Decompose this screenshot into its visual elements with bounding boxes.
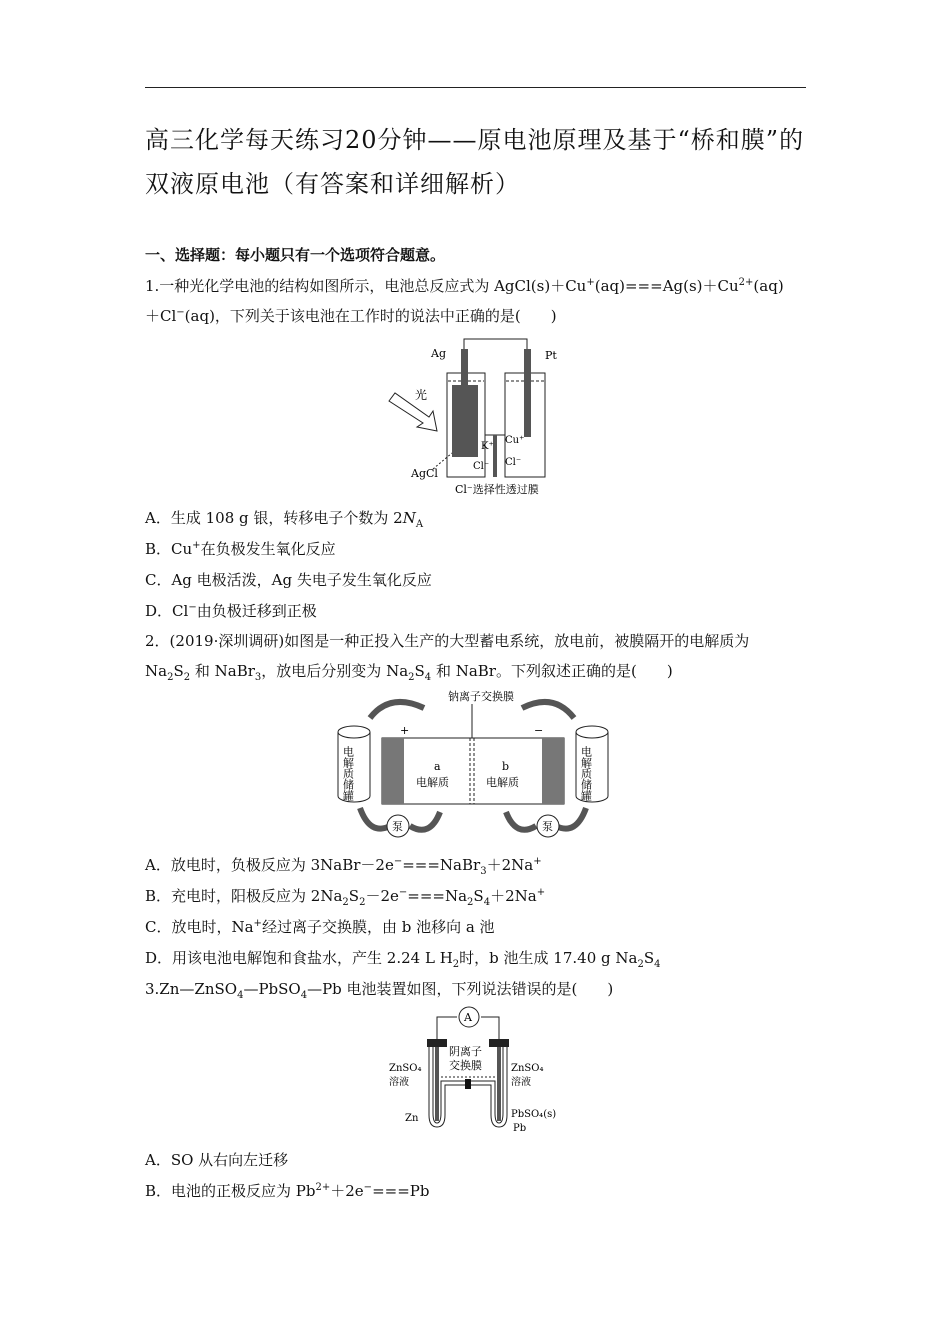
q2-storage-diagram bbox=[330, 688, 630, 846]
q1-label-ag: Ag bbox=[431, 347, 446, 360]
q1-option-c[interactable]: C．Ag 电极活泼，Ag 失电子发生氧化反应 bbox=[145, 571, 432, 589]
q3-label-pb: Pb bbox=[513, 1123, 527, 1134]
q2-label-pump-right: 泵 bbox=[542, 820, 553, 833]
q2-label-minus: − bbox=[534, 724, 544, 737]
q1-label-cuplus: Cu⁺ bbox=[505, 435, 525, 446]
q2-label-a: a bbox=[434, 760, 441, 773]
q2-label-electrolyte-b: 电解质 bbox=[486, 776, 519, 789]
q3-label-zn: Zn bbox=[405, 1113, 419, 1124]
q2-stem-line2: $Na_2S_2$ 和 NaBr$_3$，放电后分别变为 $Na_2S_4$ 和 NaBr。下列叙述正确的是( ) bbox=[145, 662, 673, 683]
q1-option-b[interactable]: B．Cu+在负极发生氧化反应 bbox=[145, 540, 336, 558]
q2-label-pump-left: 泵 bbox=[392, 820, 403, 833]
q1-label-kplus: K⁺ bbox=[481, 441, 494, 452]
q3-cell-diagram bbox=[385, 1005, 570, 1140]
q1-label-membrane: Cl⁻选择性透过膜 bbox=[455, 483, 539, 496]
section-heading: 一、选择题：每小题只有一个选项符合题意。 bbox=[145, 246, 446, 264]
q1-label-agcl: AgCl bbox=[411, 467, 438, 480]
q3-option-b[interactable]: B．电池的正极反应为 $Pb^{2+}+2e^-===Pb$ bbox=[145, 1182, 430, 1200]
q2-label-membrane: 钠离子交换膜 bbox=[448, 690, 514, 703]
q1-label-cl1: Cl⁻ bbox=[473, 461, 490, 472]
q3-label-soln-right: 溶液 bbox=[511, 1077, 531, 1088]
q3-label-membrane2: 交换膜 bbox=[449, 1059, 482, 1072]
q1-option-a[interactable]: A．生成 108 g 银，转移电子个数为 $2N_A$ bbox=[145, 509, 424, 530]
q2-label-tank-left: 电解质储罐 bbox=[341, 746, 355, 801]
q3-label-ammeter: A bbox=[464, 1011, 472, 1024]
q3-stem: 3.Zn—ZnSO$_4$—PbSO$_4$—Pb 电池装置如图，下列说法错误的是( ) bbox=[145, 980, 614, 1001]
q1-label-light: 光 bbox=[415, 388, 428, 402]
q3-label-membrane1: 阴离子 bbox=[449, 1045, 482, 1058]
q1-label-pt: Pt bbox=[545, 349, 557, 362]
q3-label-pbso4: PbSO₄(s) bbox=[511, 1109, 557, 1120]
q2-label-tank-right: 电解质储罐 bbox=[579, 746, 593, 801]
q3-option-a[interactable]: A．SO 从右向左迁移 bbox=[145, 1151, 289, 1169]
q1-stem-line1: 1.一种光化学电池的结构如图所示，电池总反应式为 $AgCl(s)+Cu^+(aq)===Ag(s)+Cu^{2+}(aq)$ bbox=[145, 277, 784, 295]
q2-option-a[interactable]: A．放电时，负极反应为 3NaBr－2e−===NaBr$_3$＋2Na+ bbox=[145, 856, 542, 877]
q2-stem-line1: 2．(2019·深圳调研)如图是一种正投入生产的大型蓄电系统，放电前，被膜隔开的电解质为 bbox=[145, 632, 750, 650]
q1-cell-diagram bbox=[385, 335, 575, 497]
page-title: 高三化学每天练习20分钟——原电池原理及基于“桥和膜”的双液原电池（有答案和详细解析） bbox=[145, 126, 805, 198]
q1-label-cl2: Cl⁻ bbox=[505, 457, 522, 468]
q1-option-d[interactable]: D．Cl−由负极迁移到正极 bbox=[145, 602, 317, 620]
q3-label-znso4-right: ZnSO₄ bbox=[511, 1063, 544, 1074]
q2-label-plus: + bbox=[400, 724, 410, 737]
q2-label-electrolyte-a: 电解质 bbox=[416, 776, 449, 789]
q2-option-c[interactable]: C．放电时，Na+经过离子交换膜，由 b 池移向 a 池 bbox=[145, 918, 495, 936]
q2-option-b[interactable]: B．充电时，阳极反应为 $2Na_2S_2-2e^-===Na_2S_4+2Na^+$ bbox=[145, 887, 546, 908]
q2-label-b: b bbox=[502, 760, 510, 773]
header-rule bbox=[145, 87, 806, 88]
q1-stem-line2: ＋Cl−(aq)，下列关于该电池在工作时的说法中正确的是( ) bbox=[145, 307, 557, 325]
q3-label-znso4-left: ZnSO₄ bbox=[389, 1063, 422, 1074]
q3-label-soln-left: 溶液 bbox=[389, 1077, 409, 1088]
q2-option-d[interactable]: D．用该电池电解饱和食盐水，产生 2.24 L $H_2$时，b 池生成 17.40 g $Na_2S_4$ bbox=[145, 949, 661, 970]
